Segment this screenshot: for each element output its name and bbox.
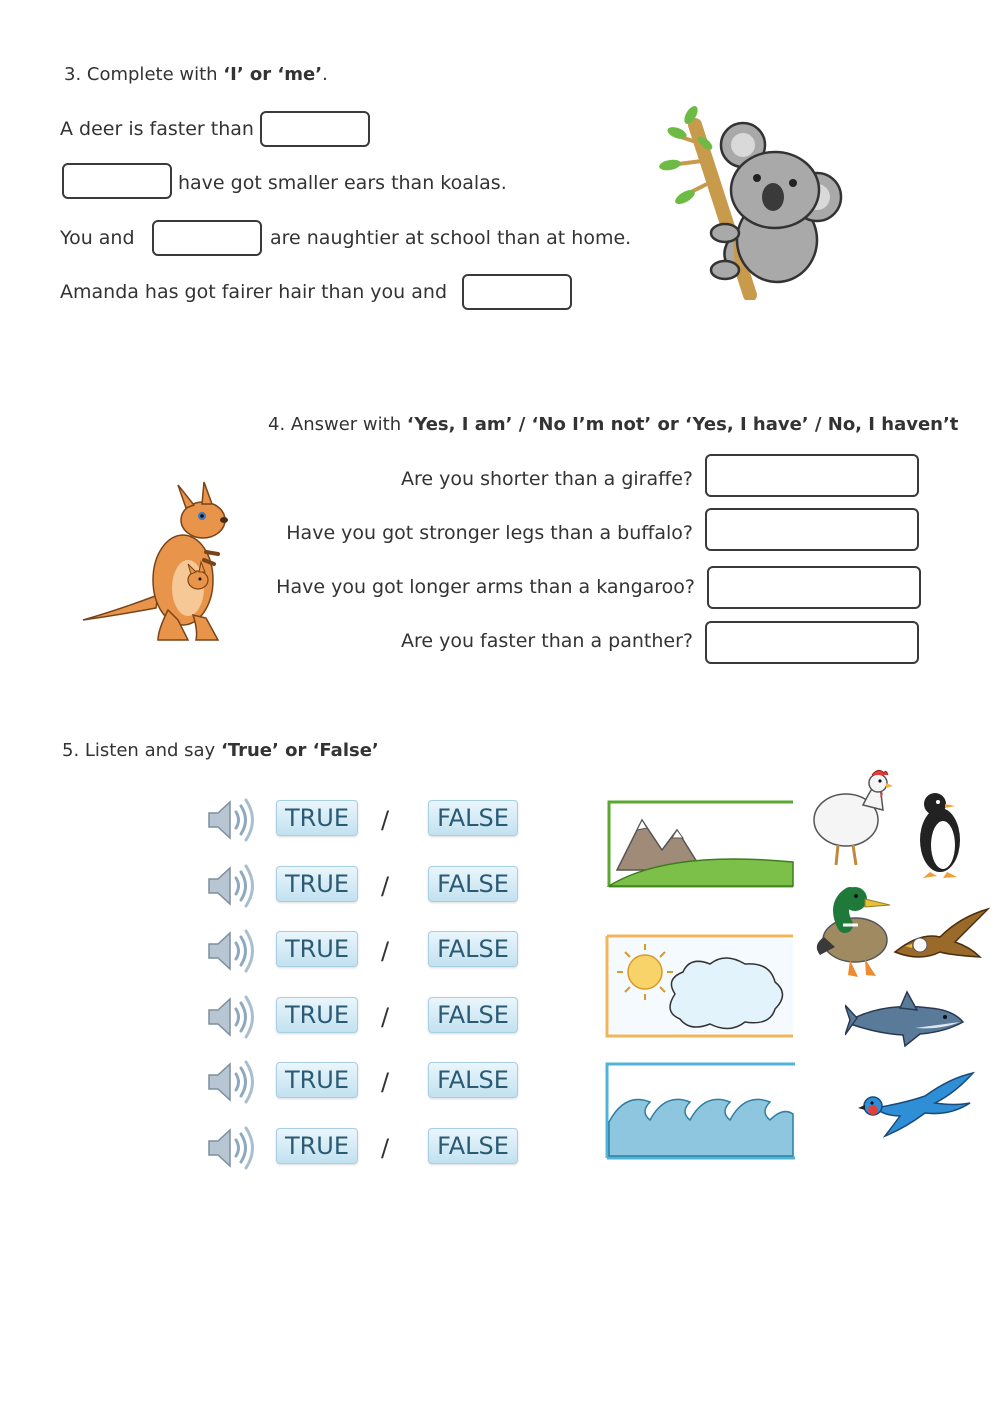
exercise3-title: 3. Complete with ‘I’ or ‘me’. xyxy=(64,64,328,85)
exercise3-line4: Amanda has got fairer hair than you and xyxy=(60,281,448,303)
true-false-separator: / xyxy=(381,872,390,900)
true-button-2[interactable]: TRUE xyxy=(276,866,358,902)
exercise3-line1: A deer is faster than xyxy=(60,118,254,140)
true-false-separator: / xyxy=(381,806,390,834)
answer-box-3-3[interactable] xyxy=(152,220,262,256)
mountains-image xyxy=(607,800,795,888)
speaker-icon[interactable] xyxy=(206,994,256,1044)
answer-box-3-4[interactable] xyxy=(462,274,572,310)
swallow-image xyxy=(855,1068,975,1143)
false-button-4[interactable]: FALSE xyxy=(428,997,518,1033)
answer-input-4-1[interactable] xyxy=(707,456,917,495)
true-false-separator: / xyxy=(381,1134,390,1162)
true-false-separator: / xyxy=(381,937,390,965)
answer-box-4-4[interactable] xyxy=(705,621,919,664)
question-4: Are you faster than a panther? xyxy=(400,630,693,652)
speaker-icon[interactable] xyxy=(206,863,256,913)
koala-image xyxy=(655,105,850,300)
false-button-5[interactable]: FALSE xyxy=(428,1062,518,1098)
true-button-5[interactable]: TRUE xyxy=(276,1062,358,1098)
speaker-icon[interactable] xyxy=(206,797,256,847)
true-button-3[interactable]: TRUE xyxy=(276,931,358,967)
true-false-separator: / xyxy=(381,1068,390,1096)
hen-image xyxy=(808,765,893,870)
true-button-1[interactable]: TRUE xyxy=(276,800,358,836)
speaker-icon[interactable] xyxy=(206,928,256,978)
sea-waves-image xyxy=(605,1062,797,1160)
answer-input-4-4[interactable] xyxy=(707,623,917,662)
kangaroo-image xyxy=(78,480,238,645)
exercise3-line2: have got smaller ears than koalas. xyxy=(178,172,507,194)
question-3: Have you got longer arms than a kangaroo? xyxy=(276,576,695,598)
exercise3-line3-start: You and xyxy=(60,227,135,249)
false-button-1[interactable]: FALSE xyxy=(428,800,518,836)
false-button-2[interactable]: FALSE xyxy=(428,866,518,902)
answer-box-3-1[interactable] xyxy=(260,111,370,147)
answer-input-3-4[interactable] xyxy=(464,276,570,308)
question-1: Are you shorter than a giraffe? xyxy=(401,468,693,490)
answer-box-4-3[interactable] xyxy=(707,566,921,609)
penguin-image xyxy=(915,790,970,880)
shark-image xyxy=(845,990,967,1055)
exercise3-line3-end: are naughtier at school than at home. xyxy=(270,227,632,249)
exercise5-title: 5. Listen and say ‘True’ or ‘False’ xyxy=(62,740,379,761)
answer-box-4-1[interactable] xyxy=(705,454,919,497)
speaker-icon[interactable] xyxy=(206,1059,256,1109)
answer-box-3-2[interactable] xyxy=(62,163,172,199)
answer-box-4-2[interactable] xyxy=(705,508,919,551)
eagle-image xyxy=(890,907,990,972)
true-button-6[interactable]: TRUE xyxy=(276,1128,358,1164)
true-false-separator: / xyxy=(381,1003,390,1031)
sky-image xyxy=(605,934,795,1038)
false-button-6[interactable]: FALSE xyxy=(428,1128,518,1164)
exercise4-title: 4. Answer with ‘Yes, I am’ / ‘No I’m not’ or ‘Yes, I have’ / No, I haven’t xyxy=(268,414,959,435)
answer-input-4-3[interactable] xyxy=(709,568,919,607)
duck-image xyxy=(810,885,895,980)
false-button-3[interactable]: FALSE xyxy=(428,931,518,967)
true-button-4[interactable]: TRUE xyxy=(276,997,358,1033)
question-2: Have you got stronger legs than a buffalo? xyxy=(286,522,693,544)
answer-input-3-2[interactable] xyxy=(64,165,170,197)
speaker-icon[interactable] xyxy=(206,1125,256,1175)
answer-input-4-2[interactable] xyxy=(707,510,917,549)
answer-input-3-1[interactable] xyxy=(262,113,368,145)
answer-input-3-3[interactable] xyxy=(154,222,260,254)
